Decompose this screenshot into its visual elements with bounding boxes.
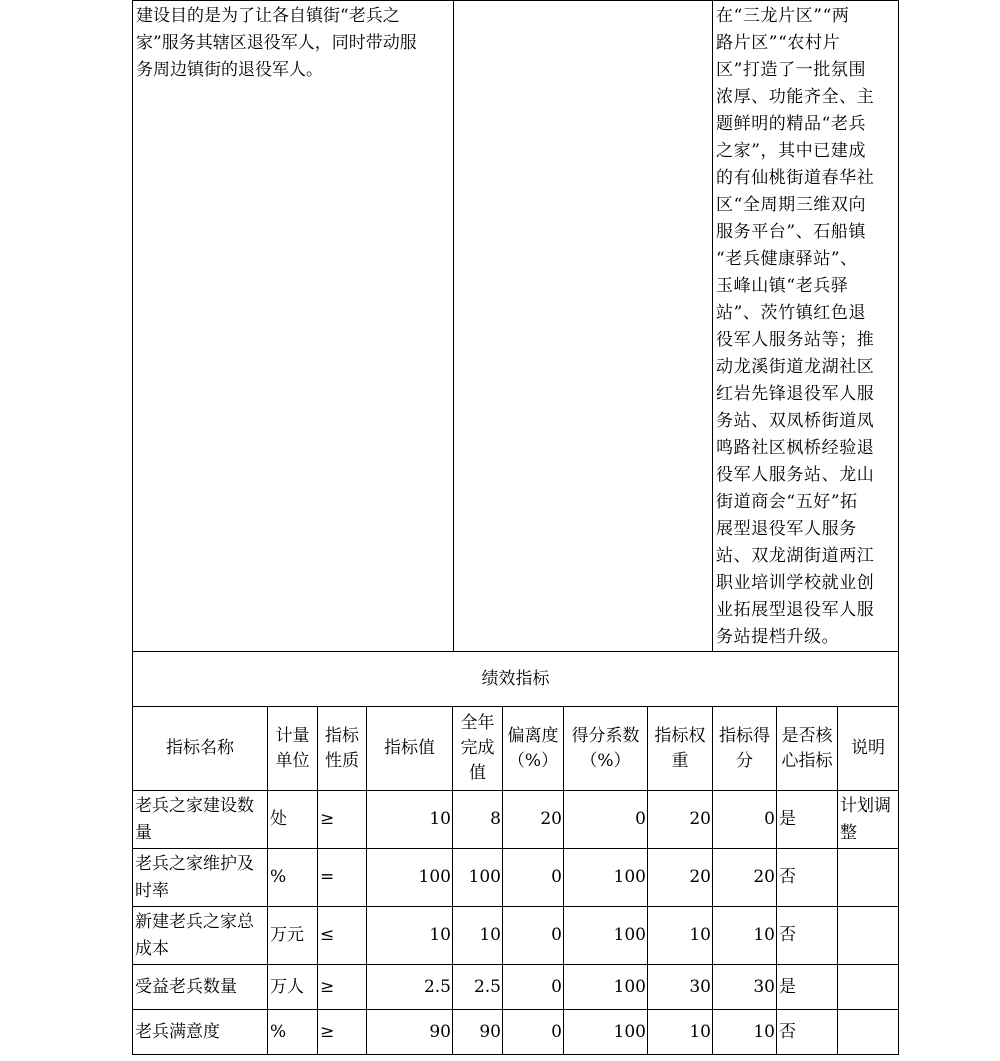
header-name: 指标名称 (133, 707, 268, 791)
row-deviation: 0 (503, 849, 564, 907)
row-target: 100 (367, 849, 453, 907)
header-score: 指标得 分 (713, 707, 777, 791)
header-coef: 得分系数 （%） (564, 707, 648, 791)
empty-middle-cell (454, 1, 713, 652)
row-coef: 100 (564, 907, 648, 965)
row-coef: 100 (564, 965, 648, 1010)
document-page (132, 0, 898, 1055)
row-nature: ≥ (318, 791, 367, 849)
row-unit: 处 (268, 791, 318, 849)
row-deviation: 0 (503, 965, 564, 1010)
row-weight: 10 (648, 1010, 713, 1055)
table-row (133, 965, 899, 1010)
row-target: 90 (367, 1010, 453, 1055)
table-row (133, 849, 899, 907)
row-actual: 90 (453, 1010, 503, 1055)
row-unit: 万人 (268, 965, 318, 1010)
row-nature: ≥ (318, 965, 367, 1010)
achievements-cell: 在“三龙片区”“两 路片区”“农村片 区”打造了一批氛围 浓厚、功能齐全、主 题鲜明的精品“老兵 之家”，其中已建成 的有仙桃街道春华社 区“全周期三维双向 服务平台”、石船镇 “老兵健康驿站”、 玉峰山镇“老兵驿 站”、茨竹镇红色退 役军人服务站等；推 动龙溪街道龙湖社区 红岩先锋退役军人服 务站、双凤桥街道凤 鸣路社区枫桥经验退 役军人服务站、龙山 街道商会“五好”拓 展型退役军人服务 站、双龙湖街道两江 职业培训学校就业创 业拓展型退役军人服 务站提档升级。 (713, 1, 899, 652)
row-core: 是 (777, 965, 838, 1010)
section-title: 绩效指标 (133, 652, 899, 707)
row-name: 新建老兵之家总 成本 (133, 907, 268, 965)
row-target: 10 (367, 791, 453, 849)
row-core: 否 (777, 907, 838, 965)
table-header-row (133, 707, 899, 791)
row-nature: = (318, 849, 367, 907)
header-unit: 计量 单位 (268, 707, 318, 791)
header-core: 是否核 心指标 (777, 707, 838, 791)
row-name: 老兵之家维护及 时率 (133, 849, 268, 907)
header-nature: 指标 性质 (318, 707, 367, 791)
row-nature: ≥ (318, 1010, 367, 1055)
table-row (133, 1010, 899, 1055)
header-note: 说明 (838, 707, 899, 791)
row-deviation: 20 (503, 791, 564, 849)
row-score: 30 (713, 965, 777, 1010)
row-actual: 100 (453, 849, 503, 907)
row-coef: 100 (564, 1010, 648, 1055)
table-row (133, 791, 899, 849)
row-unit: % (268, 849, 318, 907)
row-actual: 8 (453, 791, 503, 849)
row-score: 20 (713, 849, 777, 907)
header-weight: 指标权 重 (648, 707, 713, 791)
row-nature: ≤ (318, 907, 367, 965)
row-coef: 0 (564, 791, 648, 849)
row-actual: 10 (453, 907, 503, 965)
row-core: 否 (777, 1010, 838, 1055)
row-coef: 100 (564, 849, 648, 907)
header-deviation: 偏离度 （%） (503, 707, 564, 791)
row-unit: 万元 (268, 907, 318, 965)
top-text-row (133, 1, 899, 652)
row-note (838, 907, 899, 965)
row-note (838, 1010, 899, 1055)
row-note (838, 849, 899, 907)
row-unit: % (268, 1010, 318, 1055)
row-target: 2.5 (367, 965, 453, 1010)
row-score: 10 (713, 1010, 777, 1055)
row-deviation: 0 (503, 1010, 564, 1055)
row-deviation: 0 (503, 907, 564, 965)
row-core: 是 (777, 791, 838, 849)
row-score: 0 (713, 791, 777, 849)
header-target: 指标值 (367, 707, 453, 791)
row-note: 计划调 整 (838, 791, 899, 849)
performance-table (132, 651, 899, 1055)
row-weight: 10 (648, 907, 713, 965)
row-weight: 20 (648, 791, 713, 849)
header-actual: 全年 完成 值 (453, 707, 503, 791)
row-note (838, 965, 899, 1010)
section-title-row (133, 652, 899, 707)
row-target: 10 (367, 907, 453, 965)
row-name: 老兵满意度 (133, 1010, 268, 1055)
row-weight: 30 (648, 965, 713, 1010)
construction-purpose-cell: 建设目的是为了让各自镇街“老兵之 家”服务其辖区退役军人，同时带动服 务周边镇街的退役军人。 (133, 1, 454, 652)
top-text-table (132, 0, 899, 652)
row-name: 受益老兵数量 (133, 965, 268, 1010)
row-score: 10 (713, 907, 777, 965)
row-weight: 20 (648, 849, 713, 907)
row-name: 老兵之家建设数 量 (133, 791, 268, 849)
row-core: 否 (777, 849, 838, 907)
row-actual: 2.5 (453, 965, 503, 1010)
table-row (133, 907, 899, 965)
